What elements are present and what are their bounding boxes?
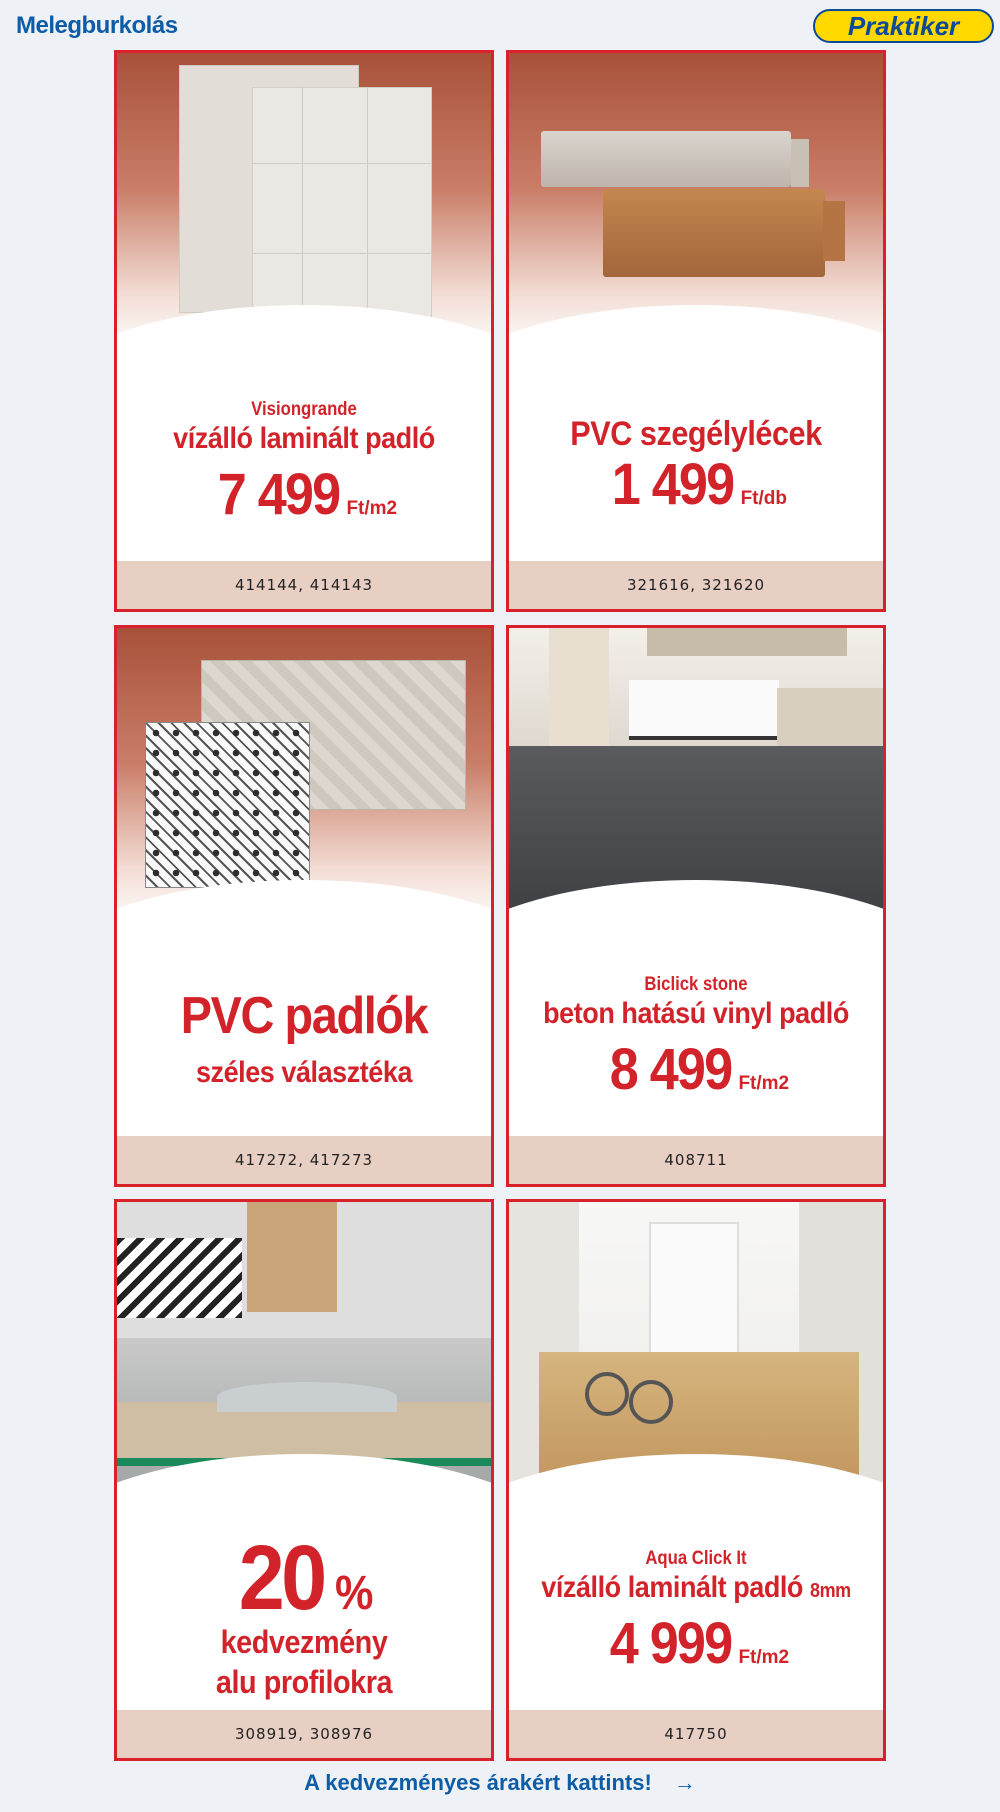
price-unit: Ft/m2 [738,1073,790,1094]
discount-line-2: alu profilokra [215,1664,393,1700]
product-card-vinyl-biclick[interactable] [506,625,886,1187]
praktiker-logo[interactable]: Praktiker [813,9,994,43]
product-card-laminate-visiongrande[interactable] [114,50,494,612]
product-codes: 414144, 414143 [117,561,491,609]
product-image [117,1202,491,1502]
product-card-pvc-floors[interactable] [114,625,494,1187]
product-card-alu-profiles[interactable] [114,1199,494,1761]
product-title: beton hatású vinyl padló [543,997,849,1030]
product-title: vízálló laminált padló [541,1571,803,1604]
discount-prices-link[interactable] [0,1770,1000,1796]
cta-text: A kedvezményes árakért kattints! [304,1770,652,1795]
product-title: PVC szegélylécek [570,415,822,453]
product-image [509,628,883,928]
product-price: 8 499 [609,1037,732,1102]
section-title: Melegburkolás [16,12,178,39]
product-price: 1 499 [611,452,734,517]
arrow-right-icon: → [673,1770,696,1795]
product-title-suffix: 8mm [810,1580,851,1602]
discount-percent: 20 [238,1527,324,1629]
product-codes: 308919, 308976 [117,1710,491,1758]
product-price: 4 999 [609,1611,732,1676]
product-image [509,53,883,353]
price-unit: Ft/m2 [346,498,398,519]
discount-line-1: kedvezmény [220,1624,388,1660]
product-price: 7 499 [217,462,340,527]
product-codes: 417750 [509,1710,883,1758]
product-image [117,53,491,353]
product-image [117,628,491,928]
product-image [509,1202,883,1502]
product-brand: Visiongrande [251,399,357,420]
product-brand: Biclick stone [644,974,748,995]
product-title: vízálló laminált padló [173,422,435,455]
product-card-pvc-skirting[interactable] [506,50,886,612]
product-card-laminate-aqua-click[interactable] [506,1199,886,1761]
header [0,0,1000,50]
discount-percent-sign: % [335,1567,372,1620]
product-codes: 321616, 321620 [509,561,883,609]
product-codes: 408711 [509,1136,883,1184]
product-title: PVC padlók [180,987,428,1045]
price-unit: Ft/m2 [738,1647,790,1668]
price-unit: Ft/db [740,488,788,509]
product-codes: 417272, 417273 [117,1136,491,1184]
product-brand: Aqua Click It [645,1548,747,1569]
product-subtitle: széles választéka [195,1056,413,1089]
